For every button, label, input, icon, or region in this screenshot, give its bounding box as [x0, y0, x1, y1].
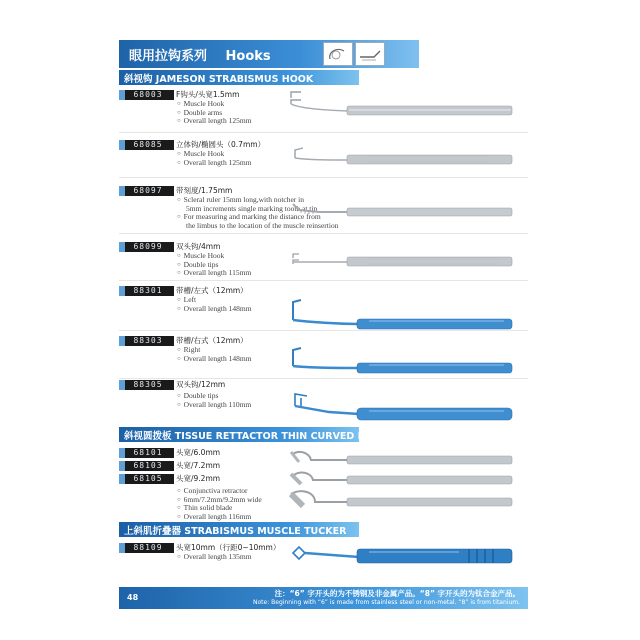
footer-note-en: Note: Beginning with “6” is made from stainless steel or non-metal. “8” is from titanium. [253, 599, 520, 606]
product-code: 68103 [122, 461, 174, 471]
bullet: ○ Overall length 110mm [177, 401, 251, 410]
code-badge [119, 474, 125, 484]
product-code: 88301 [122, 286, 174, 296]
bullet: ○ For measuring and marking the distance from [177, 213, 338, 222]
bullet: ○ Scleral ruler 15mm long,with notcher in [177, 196, 338, 205]
muscle-tucker-image [289, 535, 519, 579]
section-label: 上斜肌折叠器 STRABISMUS MUSCLE TUCKER [124, 526, 347, 537]
bullet: ○ Overall length 125mm [177, 159, 252, 168]
product-code: 68085 [122, 140, 174, 150]
code-badge [119, 140, 125, 150]
section-jameson-hook [119, 70, 359, 85]
product-68099 [119, 242, 528, 282]
bullet: ○ Double tips [177, 261, 251, 270]
catalog-page [119, 30, 528, 610]
bullet: ○ Muscle Hook [177, 150, 252, 159]
product-88303 [119, 336, 528, 382]
bullet: ○ Overall length 148mm [177, 355, 252, 364]
code-badge [119, 380, 125, 390]
curved-blade-retractor-image [289, 448, 519, 518]
title-en: Hooks [225, 49, 271, 64]
double-tip-hook-image [289, 244, 519, 280]
code-badge [119, 336, 125, 346]
section-tissue-retractor [119, 427, 393, 442]
bullet: ○ Overall length 116mm [177, 513, 262, 522]
hook-thumbnail-icon [323, 42, 353, 66]
code-badge [119, 186, 125, 196]
bullet: ○ Overall length 148mm [177, 305, 252, 314]
bullet: ○ Conjunctiva retractor [177, 487, 262, 496]
product-88305 [119, 380, 528, 422]
product-title: 头宽/9.2mm [176, 474, 221, 483]
product-title: 双头钩/4mm [176, 242, 221, 251]
product-title: 立体钩/椭圆头（0.7mm） [176, 140, 266, 149]
product-code: 68097 [122, 186, 174, 196]
code-badge [119, 242, 125, 252]
product-68097 [119, 186, 528, 238]
product-code: 68003 [122, 90, 174, 100]
product-title: 头宽/6.0mm [176, 448, 221, 457]
code-badge [119, 90, 125, 100]
code-badge [119, 543, 125, 553]
section-label: 斜视钩 JAMESON STRABISMUS HOOK [124, 74, 314, 85]
product-68085 [119, 140, 528, 180]
product-code: 88109 [122, 543, 174, 553]
code-badge [119, 461, 125, 471]
titanium-double-hook-image [289, 384, 519, 424]
code-badge [119, 286, 125, 296]
bullet: ○ Thin solid blade [177, 504, 262, 513]
muscle-hook-image [289, 90, 519, 130]
product-title: 头宽/7.2mm [176, 461, 221, 470]
page-footer [119, 587, 528, 609]
product-title: 带槽/左式（12mm） [176, 286, 248, 295]
title-cn: 眼用拉钩系列 [129, 49, 208, 64]
product-title: 双头钩/12mm [176, 380, 226, 389]
bullet: ○ Muscle Hook [177, 252, 251, 261]
retractor-thumbnail-icon [355, 42, 385, 66]
product-group-retractor [119, 448, 528, 520]
product-title: 带刻度/1.75mm [176, 186, 233, 195]
bullet: ○ Double tips [177, 392, 251, 401]
page-number: 48 [127, 593, 139, 602]
product-68003 [119, 90, 528, 136]
product-code: 88305 [122, 380, 174, 390]
page-title [129, 45, 285, 64]
bullet: ○ Right [177, 346, 252, 355]
bullet: ○ Overall length 135mm [177, 553, 252, 562]
bullet: ○ Double arms [177, 109, 252, 118]
product-title: 头宽10mm（行距0~10mm） [176, 543, 281, 552]
product-88109 [119, 543, 528, 583]
oval-hook-image [289, 140, 519, 176]
product-code: 68105 [122, 474, 174, 484]
titanium-left-hook-image [289, 286, 519, 330]
bullet: ○ Muscle Hook [177, 100, 252, 109]
product-title: F钩头/头宽1.5mm [176, 90, 240, 99]
scleral-ruler-image [289, 190, 519, 226]
product-code: 68099 [122, 242, 174, 252]
bullet-continuation: 5mm increments single marking tooth at tip [186, 203, 318, 213]
titanium-right-hook-image [289, 336, 519, 380]
section-label: 斜视圆拨板 TISSUE RETTACTOR THIN CURVED BLADE [124, 431, 393, 442]
bullet: ○ Overall length 125mm [177, 117, 252, 126]
bullet: ○ Left [177, 296, 252, 305]
product-code: 68101 [122, 448, 174, 458]
bullet: ○ 6mm/7.2mm/9.2mm wide [177, 496, 262, 505]
header-bar [119, 40, 419, 68]
code-badge [119, 448, 125, 458]
bullet: ○ Overall length 115mm [177, 269, 251, 278]
product-88301 [119, 286, 528, 332]
product-code: 88303 [122, 336, 174, 346]
product-title: 带槽/右式（12mm） [176, 336, 248, 345]
footer-note-cn: 注：“6” 字开头的为不锈钢及非金属产品。“8” 字开头的为钛合金产品。 [274, 589, 520, 598]
bullet-continuation: the limbus to the location of the muscle reinsertion [186, 220, 339, 230]
